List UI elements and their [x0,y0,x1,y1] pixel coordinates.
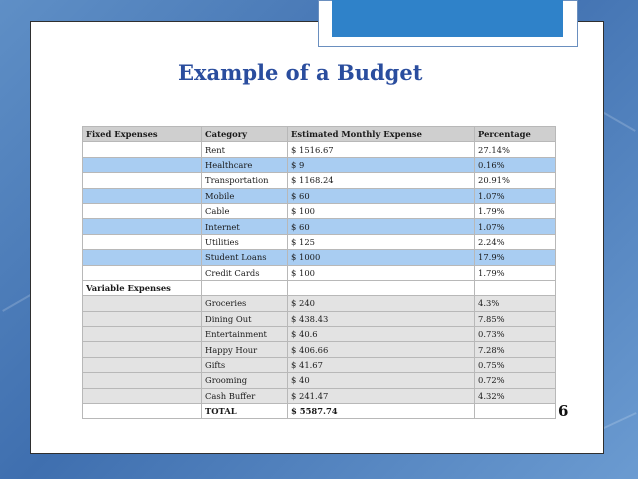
category-cell: Groceries [202,296,288,311]
budget-table-body [83,142,556,419]
table-row [83,157,556,172]
table-row [83,265,556,280]
table-row [83,296,556,311]
expense-cell: $ 41.67 [288,357,475,372]
percentage-cell [475,404,556,419]
expense-cell: $ 60 [288,219,475,234]
expense-cell: $ 9 [288,157,475,172]
group-cell [83,234,202,249]
table-row [83,142,556,157]
slide-title: Example of a Budget [178,60,423,85]
category-cell: Internet [202,219,288,234]
category-cell: Rent [202,142,288,157]
expense-cell: $ 438.43 [288,311,475,326]
total-expense: $ 5587.74 [288,404,475,419]
group-cell [83,342,202,357]
category-cell: Credit Cards [202,265,288,280]
percentage-cell: 20.91% [475,173,556,188]
category-cell: Utilities [202,234,288,249]
percentage-cell: 2.24% [475,234,556,249]
table-row [83,388,556,403]
column-header: Category [202,127,288,142]
expense-cell: $ 406.66 [288,342,475,357]
section-row [83,280,556,295]
decorative-tab-accent [332,0,563,37]
background-stripe [601,412,636,430]
category-cell: Cable [202,203,288,218]
table-row [83,219,556,234]
group-cell [83,219,202,234]
group-cell [83,265,202,280]
slide-number: 6 [558,402,569,420]
table-row [83,188,556,203]
expense-cell: $ 1000 [288,250,475,265]
category-cell: Gifts [202,357,288,372]
percentage-cell: 1.79% [475,265,556,280]
background-stripe [600,110,636,132]
category-cell [202,280,288,295]
group-cell [83,388,202,403]
group-cell [83,203,202,218]
table-row [83,203,556,218]
category-cell: Grooming [202,373,288,388]
category-cell: Happy Hour [202,342,288,357]
expense-cell: $ 40 [288,373,475,388]
table-row [83,373,556,388]
percentage-cell: 0.72% [475,373,556,388]
table-row [83,173,556,188]
expense-cell: $ 241.47 [288,388,475,403]
table-header-row [83,127,556,142]
group-cell [83,188,202,203]
expense-cell: $ 100 [288,203,475,218]
expense-cell [288,280,475,295]
group-cell [83,373,202,388]
percentage-cell: 7.85% [475,311,556,326]
category-cell: Cash Buffer [202,388,288,403]
total-row [83,404,556,419]
section-label: Variable Expenses [83,280,202,295]
percentage-cell [475,280,556,295]
table-row [83,234,556,249]
column-header: Fixed Expenses [83,127,202,142]
percentage-cell: 0.16% [475,157,556,172]
percentage-cell: 0.75% [475,357,556,372]
percentage-cell: 1.79% [475,203,556,218]
table-row [83,357,556,372]
percentage-cell: 1.07% [475,188,556,203]
category-cell: Transportation [202,173,288,188]
group-cell [83,327,202,342]
table-row [83,311,556,326]
expense-cell: $ 100 [288,265,475,280]
category-cell: Entertainment [202,327,288,342]
percentage-cell: 4.32% [475,388,556,403]
budget-table [82,126,556,419]
group-cell [83,142,202,157]
group-cell [83,250,202,265]
category-cell: Student Loans [202,250,288,265]
percentage-cell: 1.07% [475,219,556,234]
percentage-cell: 17.9% [475,250,556,265]
table-row [83,250,556,265]
expense-cell: $ 125 [288,234,475,249]
total-label: TOTAL [202,404,288,419]
expense-cell: $ 40.6 [288,327,475,342]
group-cell [83,173,202,188]
expense-cell: $ 240 [288,296,475,311]
column-header: Estimated Monthly Expense [288,127,475,142]
group-cell [83,296,202,311]
percentage-cell: 4.3% [475,296,556,311]
category-cell: Dining Out [202,311,288,326]
category-cell: Mobile [202,188,288,203]
percentage-cell: 0.73% [475,327,556,342]
group-cell [83,311,202,326]
expense-cell: $ 60 [288,188,475,203]
table-row [83,327,556,342]
group-cell [83,404,202,419]
percentage-cell: 27.14% [475,142,556,157]
group-cell [83,157,202,172]
percentage-cell: 7.28% [475,342,556,357]
category-cell: Healthcare [202,157,288,172]
table-row [83,342,556,357]
expense-cell: $ 1168.24 [288,173,475,188]
expense-cell: $ 1516.67 [288,142,475,157]
group-cell [83,357,202,372]
column-header: Percentage [475,127,556,142]
